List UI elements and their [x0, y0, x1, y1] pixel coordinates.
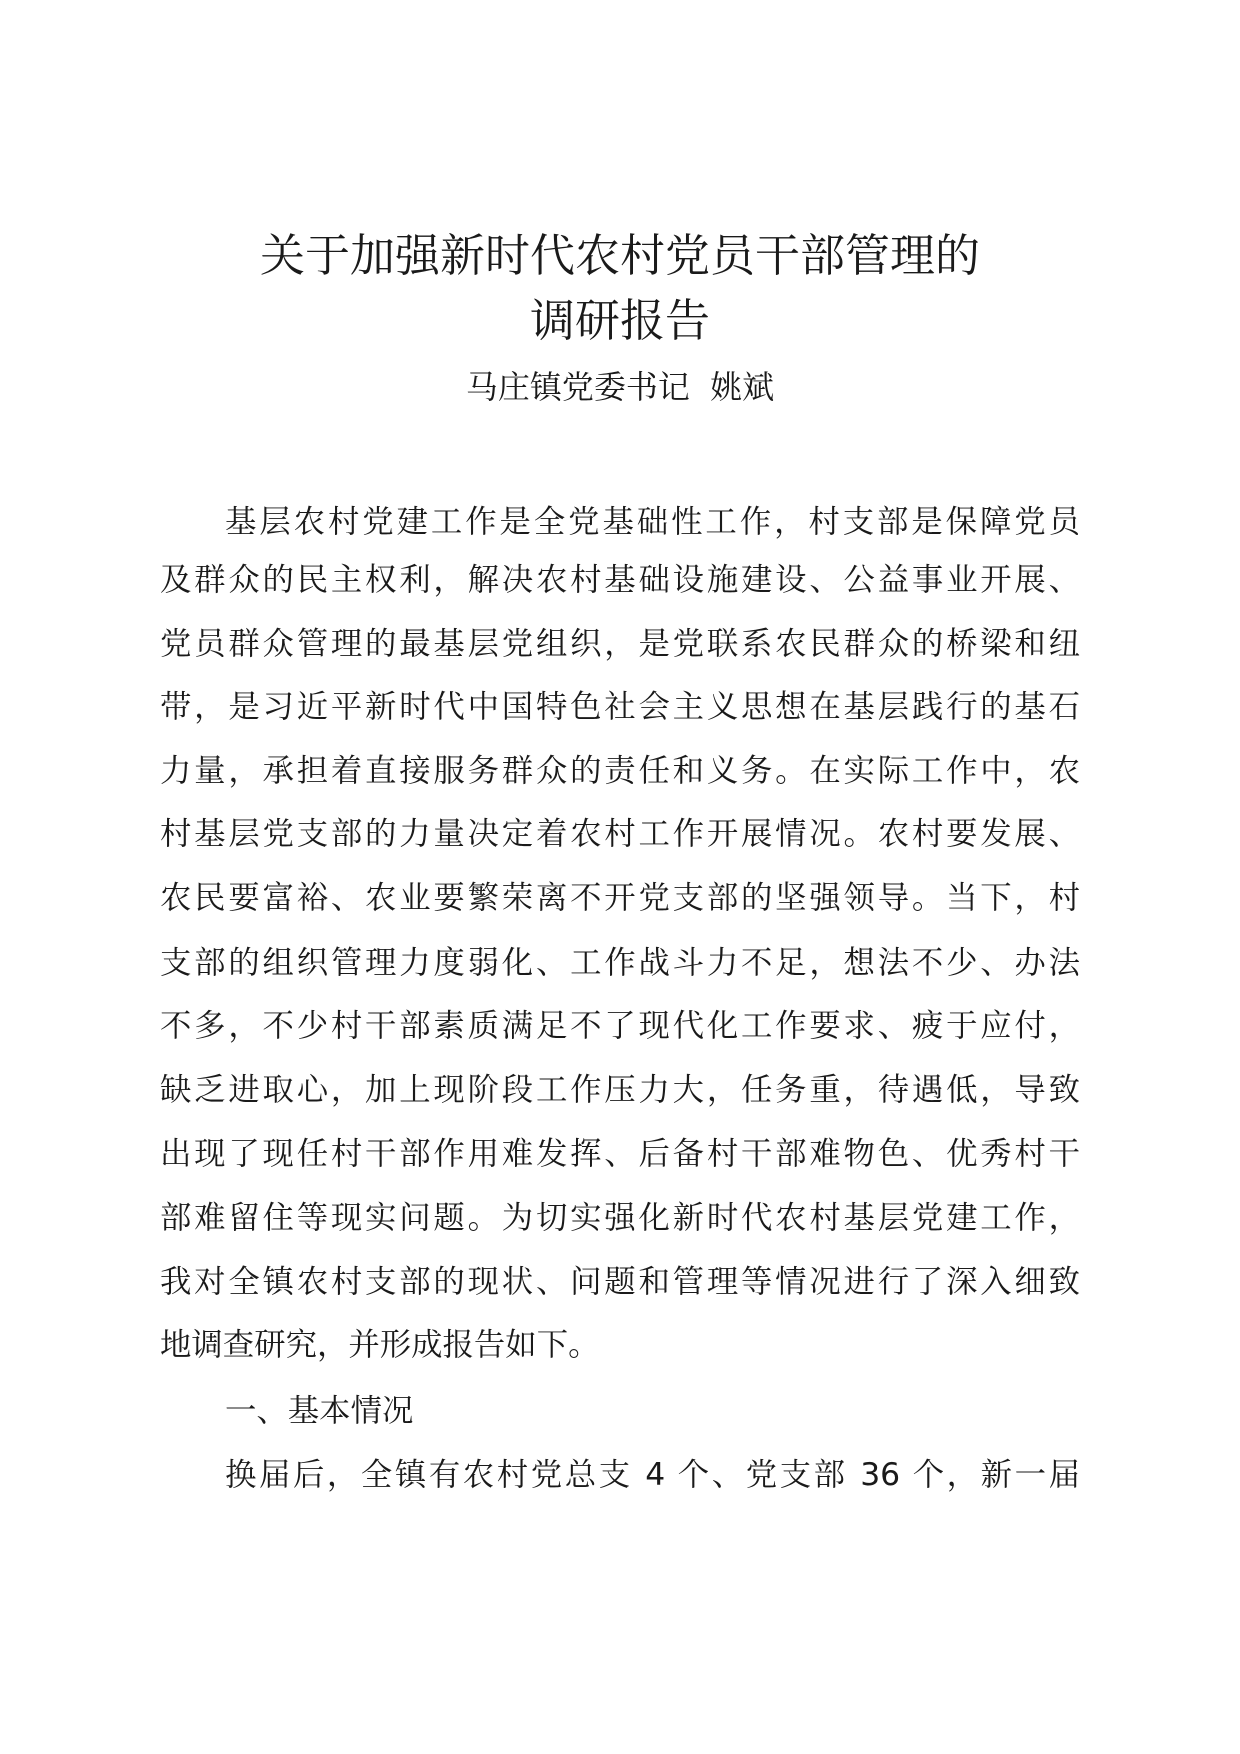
body-line: 部难留住等现实问题。为切实强化新时代农村基层党建工作， — [160, 1200, 1080, 1236]
body-line: 我对全镇农村支部的现状、问题和管理等情况进行了深入细致 — [160, 1264, 1080, 1300]
body-line: 村基层党支部的力量决定着农村工作开展情况。农村要发展、 — [160, 816, 1080, 852]
document-author: 马庄镇党委书记 姚斌 — [465, 368, 775, 406]
section-heading: 一、基本情况 — [225, 1393, 414, 1429]
body-line: 基层农村党建工作是全党基础性工作，村支部是保障党员 — [225, 504, 1080, 540]
body-line: 支部的组织管理力度弱化、工作战斗力不足，想法不少、办法 — [160, 945, 1080, 981]
body-line: 缺乏进取心，加上现阶段工作压力大，任务重，待遇低，导致 — [160, 1072, 1080, 1108]
body-line: 地调查研究，并形成报告如下。 — [160, 1327, 600, 1363]
body-line: 带，是习近平新时代中国特色社会主义思想在基层践行的基石 — [160, 689, 1080, 725]
body-line: 出现了现任村干部作用难发挥、后备村干部难物色、优秀村干 — [160, 1136, 1080, 1172]
body-line: 及群众的民主权利，解决农村基础设施建设、公益事业开展、 — [160, 562, 1080, 598]
document-title-line-1: 关于加强新时代农村党员干部管理的 — [259, 229, 980, 282]
document-title-line-2: 调研报告 — [529, 294, 710, 347]
body-line: 力量，承担着直接服务群众的责任和义务。在实际工作中，农 — [160, 753, 1080, 789]
body-line: 不多，不少村干部素质满足不了现代化工作要求、疲于应付， — [160, 1008, 1080, 1044]
body-line: 党员群众管理的最基层党组织，是党联系农民群众的桥梁和纽 — [160, 626, 1080, 662]
body-line: 农民要富裕、农业要繁荣离不开党支部的坚强领导。当下，村 — [160, 880, 1080, 916]
body-line: 换届后，全镇有农村党总支 4 个、党支部 36 个，新一届 — [225, 1457, 1080, 1493]
